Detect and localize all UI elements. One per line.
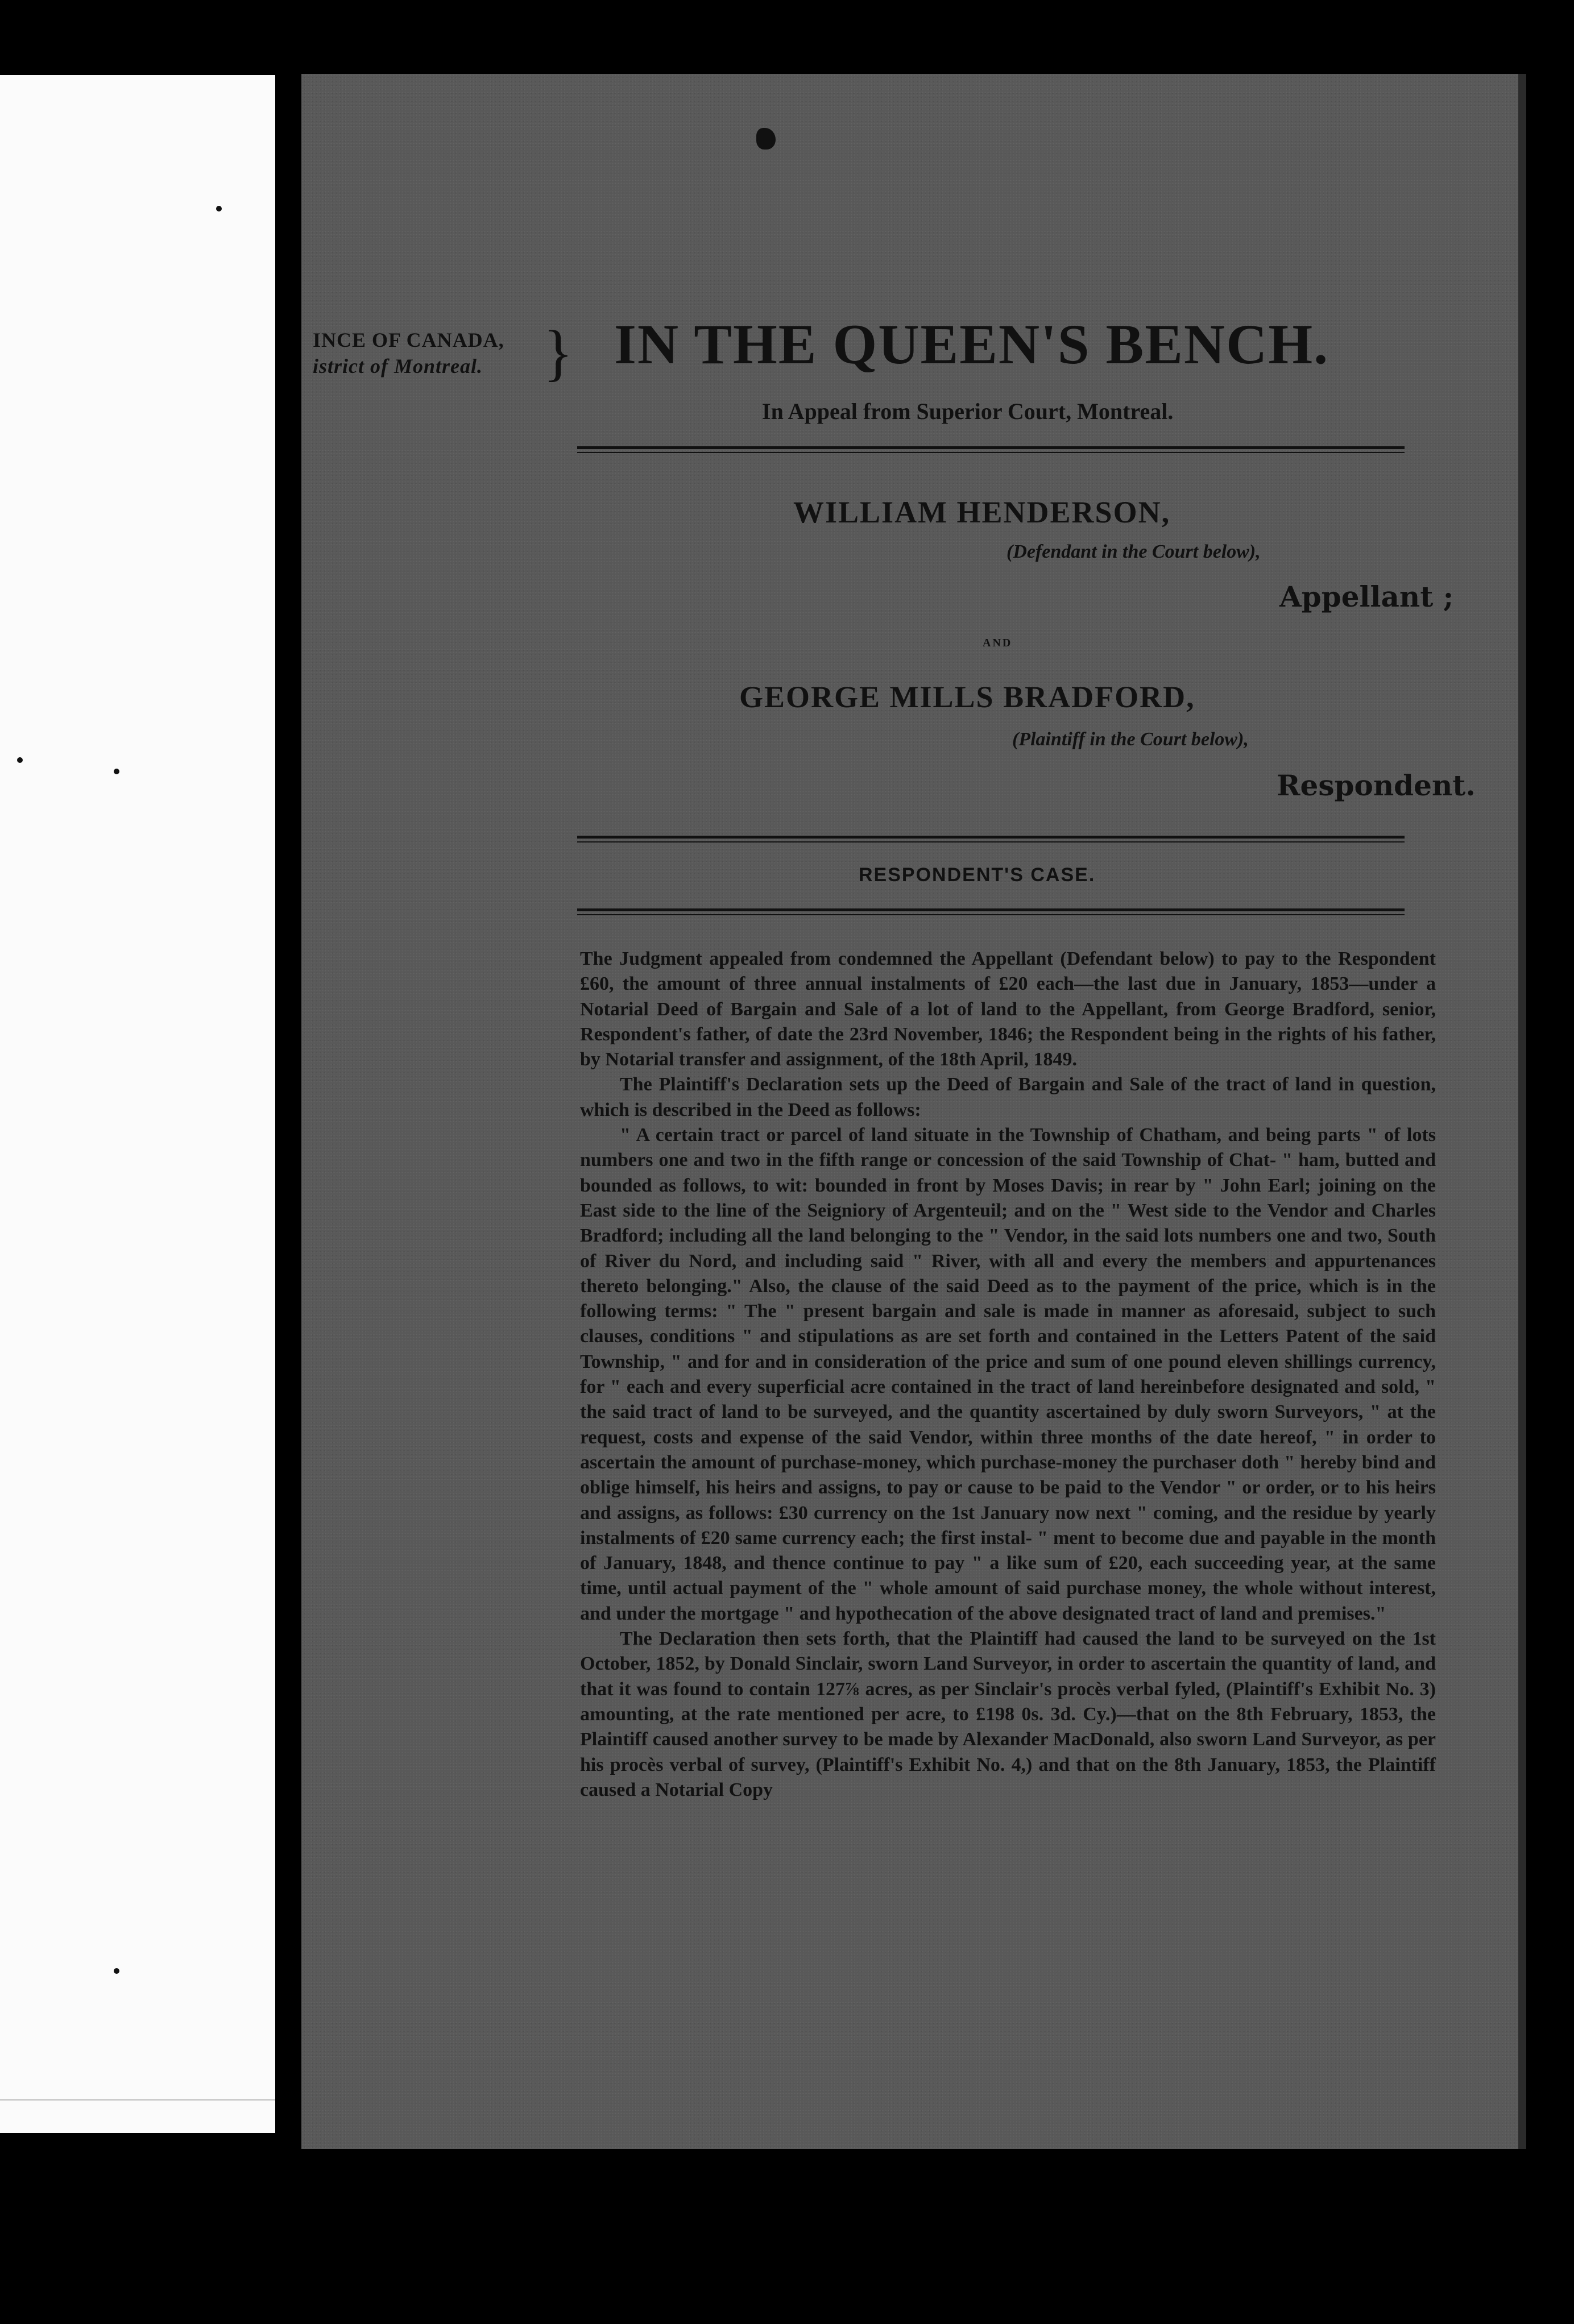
divider-rule: [577, 914, 1405, 915]
appeal-subtitle: In Appeal from Superior Court, Montreal.: [762, 399, 1174, 424]
divider-rule: [577, 836, 1405, 839]
divider-rule: [577, 908, 1405, 911]
paragraph-judgment: The Judgment appealed from condemned the Appellant (Defendant below) to pay to the Respondent £60, the amount of three annual instalments of £20 each—the last due in January, 1853—under a Notarial Deed of Bargain and Sale of a lot of land to the Appellant, from George Bradford, senior, Respondent's father, of date the 23rd November, 1846; the Respondent being in the rights of his father, by Notarial transfer and assignment, of the 18th April, 1849.: [580, 948, 1436, 1070]
ink-blot: [756, 128, 776, 150]
speck-mark: [114, 1968, 119, 1974]
district-line: istrict of Montreal.: [313, 355, 483, 377]
speck-mark: [17, 757, 23, 763]
appellant-descriptor: (Defendant in the Court below),: [1006, 541, 1261, 562]
brace-mark: }: [543, 318, 573, 387]
jurisdiction-block: [313, 327, 540, 379]
margin-rule: [0, 2099, 275, 2101]
paragraph-deed-quote: " A certain tract or parcel of land situate in the Township of Chatham, and being parts " of lots numbers one and two in the fifth range or concession of the said Township of Chat- " ham, butted and bounded as follows, to wit: bounded in front by Moses Davis; in rear by " John Earl; joining on the East side to the line of the Seigniory of Argenteuil; and on the " West side to the Vendor and Charles Bradford; including all the land belonging to the " Vendor, in the said lots numbers one and two, South of River du Nord, and including said " River, with all and every the members and appurtenances thereto belonging." Also, the clause of the said Deed as to the payment of the price, which is in the following terms: " The " present bargain and sale is made in manner as aforesaid, subject to such clauses, conditions " and stipulations as are set forth and contained in the Letters Patent of the said Township, " and for and in consideration of the price and sum of one pound eleven shillings currency, for " each and every superficial acre contained in the tract of land hereinbefore designated and sold, " the said tract of land to be surveyed, and the quantity ascertained by duly sworn Surveyors, " at the request, costs and expense of the said Vendor, within three months of the date hereof, " in order to ascertain the amount of purchase-money, which purchase-money the purchaser doth " hereby bind and oblige himself, his heirs and assigns, to pay or cause to be paid to the Vendor " or order, or to his heirs and assigns, as follows: £30 currency on the 1st January now next " coming, and the residue by yearly instalments of £20 same currency each; the first instal- " ment to become due and payable in the month of January, 1848, and thence continue to pay " a like sum of £20, each succeeding year, at the same time, until actual payment of the " whole amount of said purchase money, the whole without interest, and under the mortgage " and hypothecation of the above designated tract of land and premises.": [580, 1124, 1436, 1624]
blank-margin: [0, 75, 275, 2133]
respondent-name: GEORGE MILLS BRADFORD,: [739, 680, 1195, 714]
page-edge: [1518, 74, 1526, 2149]
court-title: IN THE QUEEN'S BENCH.: [614, 313, 1329, 376]
respondent-descriptor: (Plaintiff in the Court below),: [1012, 729, 1249, 750]
speck-mark: [114, 769, 119, 774]
divider-rule: [577, 841, 1405, 843]
case-body: [580, 947, 1436, 1803]
paragraph-survey: The Declaration then sets forth, that the Plaintiff had caused the land to be surveyed on the 1st October, 1852, by Donald Sinclair, sworn Land Surveyor, in order to ascertain the quantity of land, and that it was found to contain 127⅞ acres, as per Sinclair's procès verbal fyled, (Plaintiff's Exhibit No. 3) amounting, at the rate mentioned per acre, to £198 0s. 3d. Cy.)—that on the 8th February, 1853, the Plaintiff caused another survey to be made by Alexander MacDonald, also sworn Land Surveyor, as per his procès verbal of survey, (Plaintiff's Exhibit No. 4,) and that on the 8th January, 1853, the Plaintiff caused a Notarial Copy: [580, 1628, 1436, 1800]
case-heading: RESPONDENT'S CASE.: [859, 864, 1096, 886]
paragraph-declaration: The Plaintiff's Declaration sets up the Deed of Bargain and Sale of the tract of land in question, which is described in the Deed as follows:: [580, 1074, 1436, 1120]
appellant-name: WILLIAM HENDERSON,: [793, 495, 1171, 529]
province-line: INCE OF CANADA,: [313, 329, 504, 351]
divider-rule: [577, 446, 1405, 449]
speck-mark: [216, 206, 222, 211]
respondent-role: Respondent.: [1277, 769, 1476, 802]
divider-rule: [577, 452, 1405, 453]
and-connector: AND: [983, 637, 1013, 649]
appellant-role: Appellant ;: [1279, 580, 1454, 613]
